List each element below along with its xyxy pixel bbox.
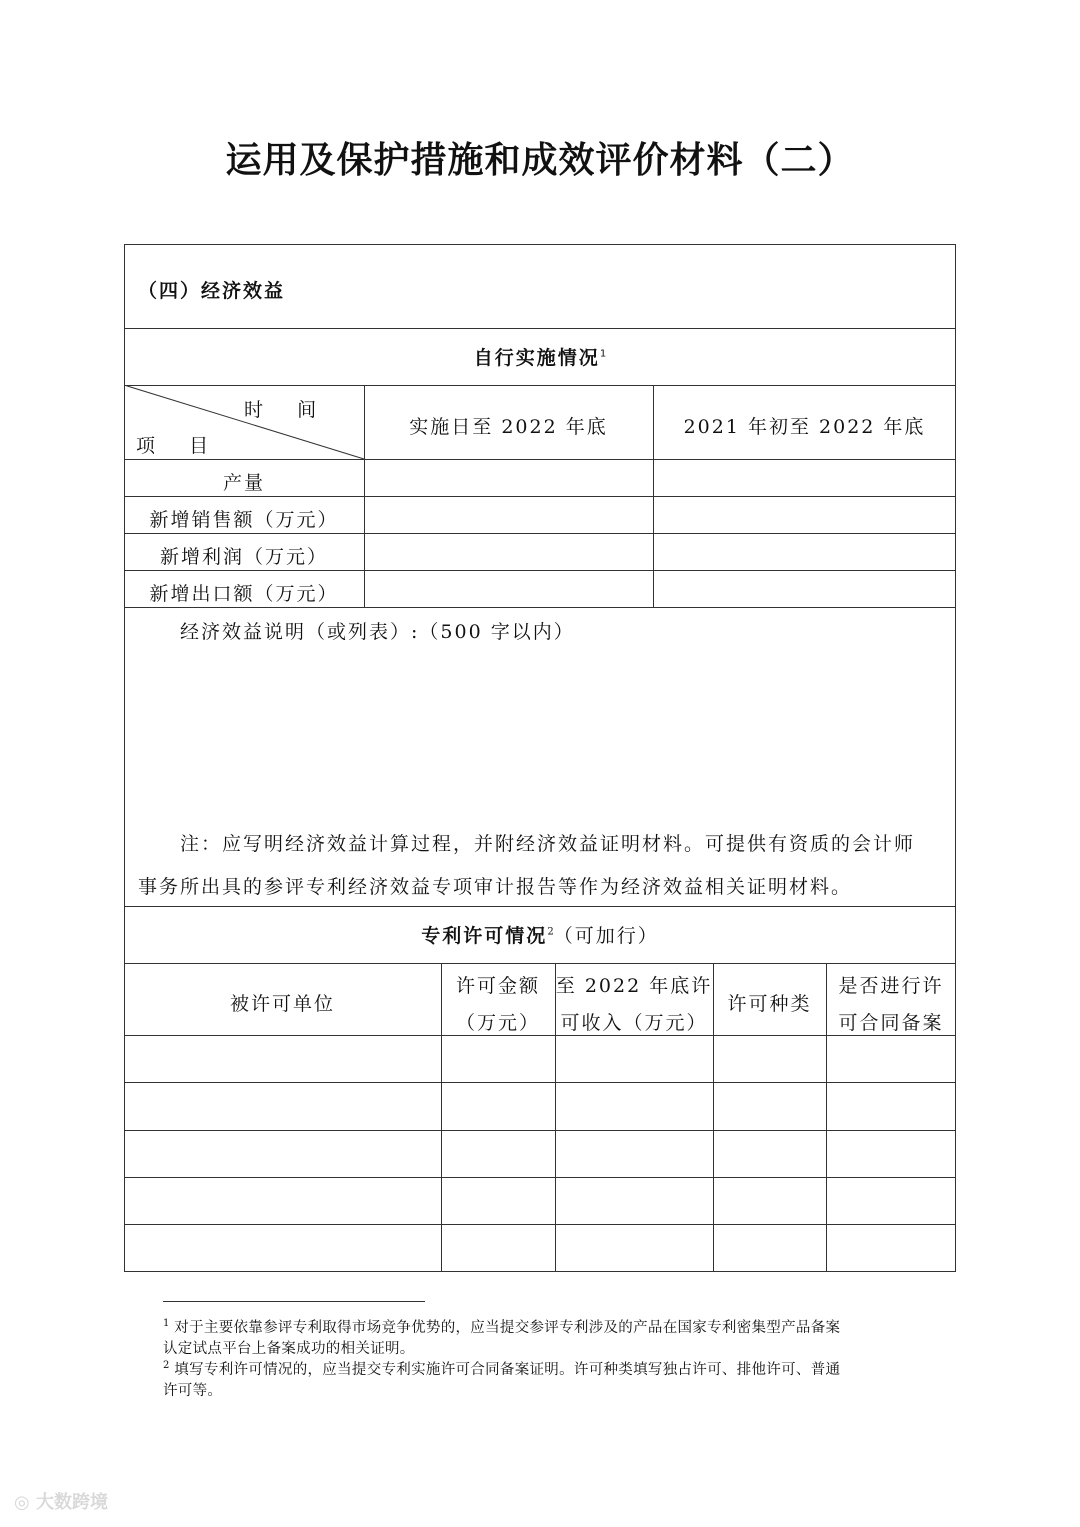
footnote-separator	[163, 1301, 425, 1302]
row-label-new-profit: 新增利润（万元）	[159, 546, 328, 568]
footnote-1: $^1$ 对于主要依靠参评专利取得市场竞争优势的，应当提交参评专利涉及的产品在国家专利密集型产品备案 认定试点平台上备案成功的相关证明。	[163, 1318, 841, 1357]
license-heading: 专利许可情况$^2$（可加行）	[421, 925, 659, 947]
license-col-income-l2: 可收入（万元）	[560, 1012, 708, 1034]
self-impl-heading: 自行实施情况$^1$	[473, 347, 607, 369]
license-col-filed-l2: 可合同备案	[838, 1012, 944, 1034]
license-col-amount-l1: 许可金额	[455, 975, 540, 997]
license-col-filed-l1: 是否进行许	[838, 975, 944, 997]
section-heading: （四）经济效益	[138, 280, 286, 302]
row-label-output: 产量	[222, 472, 265, 494]
row-label-new-sales: 新增销售额（万元）	[149, 509, 339, 531]
license-col-licensee: 被许可单位	[229, 993, 335, 1015]
row-label-new-export: 新增出口额（万元）	[149, 583, 339, 605]
explanation-note-line2: 事务所出具的参评专利经济效益专项审计报告等作为经济效益相关证明材料。	[138, 876, 853, 898]
col-header-impl-to-2022: 实施日至 2022 年底	[409, 416, 608, 438]
license-col-income-l1: 至 2022 年底许	[555, 975, 713, 997]
col-header-2021-to-2022: 2021 年初至 2022 年底	[683, 416, 926, 438]
page-title: 运用及保护措施和成效评价材料（二）	[225, 140, 855, 181]
explanation-label: 经济效益说明（或列表）:（500 字以内）	[180, 621, 575, 643]
footnote-2: $^2$ 填写专利许可情况的，应当提交专利实施许可合同备案证明。许可种类填写独占许可、排他许可、普通 许可等。	[163, 1360, 841, 1399]
explanation-note-line1: 注：应写明经济效益计算过程，并附经济效益证明材料。可提供有资质的会计师	[180, 833, 916, 855]
license-col-amount-l2: （万元）	[455, 1012, 540, 1034]
license-col-type: 许可种类	[727, 993, 812, 1015]
watermark-icon: ◎	[14, 1492, 30, 1513]
watermark-logo: ◎ 大数跨境	[14, 1492, 108, 1513]
diag-header-item: 项 目	[136, 435, 211, 457]
diag-header-time: 时 间	[244, 399, 319, 421]
